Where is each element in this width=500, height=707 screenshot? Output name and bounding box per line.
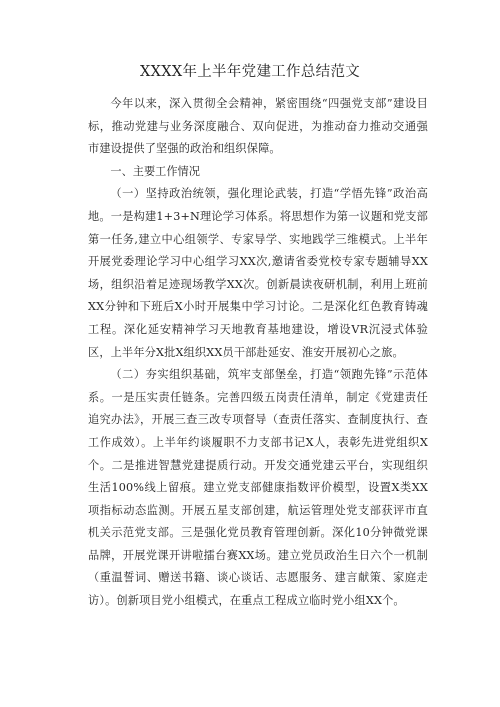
intro-paragraph: 今年以来，深入贯彻全会精神，紧密围绕“四强党支部”建设目标，推动党建与业务深度融合、双向促进，为推动奋力推动交通强市建设提供了坚强的政治和组织保障。 (88, 97, 428, 156)
section-paragraph-2: （二）夯实组织基础，筑牢支部堡垒，打造“领跑先锋”示范体系。一是压实责任链条。完善四级五岗责任清单，制定《党建责任追究办法》，开展三查三改专项督导（查责任落实、查制度执行、查工作成效）。上半年约谈履职不力支部书记X人，表彰先进党组织X个。二是推进智慧党建提质行动。开发交通党建云平台，实现组织生活100%线上留痕。建立党支部健康指数评价模型，设置X类XX项指标动态监测。开展五星支部创建，航运管理处党支部获评市直机关示范党支部。三是强化党员教育管理创新。深化10分钟微党课品牌，开展党课开讲啦擂台赛XX场。建立党员政治生日六个一机制（重温誓词、赠送书籍、谈心谈话、志愿服务、建言献策、家庭走访）。创新项目党小组模式，在重点工程成立临时党小组XX个。 (88, 368, 428, 608)
section-paragraph-1: （一）坚持政治统领，强化理论武装，打造“学悟先锋”政治高地。一是构建1+3+N理论学习体系。将思想作为第一议题和党支部第一任务,建立中心组领学、专家导学、实地践学三维模式。上半年开展党委理论学习中心组学习XX次,邀请省委党校专家专题辅导XX场，组织沿着足迹现场教学XX次。创新晨读夜研机制，利用上班前XX分钟和下班后X小时开展集中学习讨论。二是深化红色教育铸魂工程。深化延安精神学习天地教育基地建设，增设VR沉浸式体验区，上半年分X批X组织XX员干部赴延安、淮安开展初心之旅。 (88, 187, 428, 359)
section-heading: 一、主要工作情况 (110, 164, 200, 178)
document-body (88, 93, 428, 613)
document-title: XXXX年上半年党建工作总结范文 (139, 64, 361, 80)
